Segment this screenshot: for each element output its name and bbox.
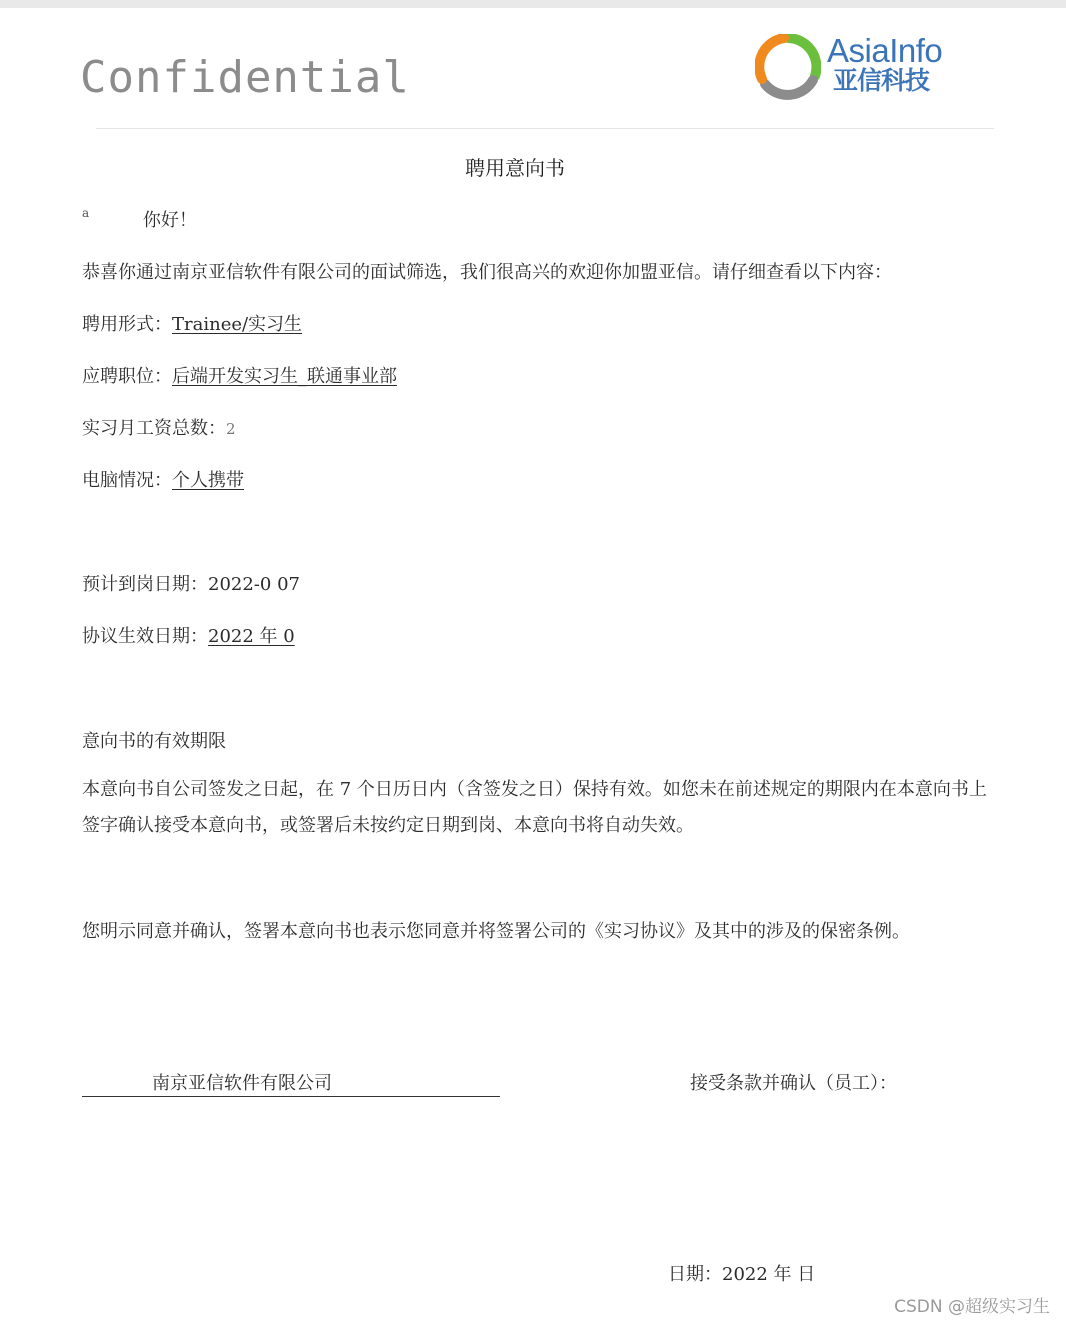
header-divider <box>96 128 994 129</box>
intro-text: 恭喜你通过南京亚信软件有限公司的面试筛选，我们很高兴的欢迎你加盟亚信。请仔细查看以下内容： <box>82 262 892 283</box>
logo-text-en: AsiaInfo <box>827 32 943 69</box>
greeting-line <box>82 206 197 232</box>
employee-signature-label: 接受条款并确认（员工）： <box>690 1073 897 1094</box>
employment-type-value: Trainee/实习生 <box>172 314 303 335</box>
validity-heading: 意向书的有效期限 <box>82 731 226 752</box>
company-name: 南京亚信软件有限公司 <box>152 1073 332 1094</box>
arrival-date-row <box>82 570 300 596</box>
effective-date-value: 2022 年 0 <box>208 626 295 647</box>
greeting-text: 你好！ <box>142 210 197 231</box>
effective-date-row <box>82 622 295 648</box>
asiainfo-ring-icon <box>755 34 821 100</box>
employment-type-label: 聘用形式： <box>82 314 172 335</box>
salary-label: 实习月工资总数： <box>82 418 226 439</box>
greeting-name-fragment: a <box>82 206 90 220</box>
validity-body: 本意向书自公司签发之日起，在 7 个日历日内（含签发之日）保持有效。如您未在前述规定的期限内在本意向书上签字确认接受本意向书，或签署后未按约定日期到岗、本意向书将自动失效。 <box>82 779 987 836</box>
computer-value: 个人携带 <box>172 470 244 491</box>
watermark: CSDN @超级实习生 <box>894 1297 1050 1317</box>
salary-value: 2 <box>226 420 236 438</box>
asiainfo-logo <box>755 34 955 104</box>
effective-date-label: 协议生效日期： <box>82 626 208 647</box>
position-value: 后端开发实习生_联通事业部 <box>172 366 397 387</box>
arrival-date-label: 预计到岗日期： <box>82 574 208 595</box>
consent-text: 您明示同意并确认，签署本意向书也表示您同意并将签署公司的《实习协议》及其中的涉及的保密条例。 <box>82 921 910 942</box>
computer-row <box>82 466 244 492</box>
logo-text-zh: 亚信科技 <box>833 66 930 95</box>
company-signature-line <box>82 1072 500 1097</box>
arrival-date-value: 2022-0 07 <box>208 574 300 595</box>
salary-row <box>82 414 236 440</box>
employment-type-row <box>82 310 302 336</box>
signature-date: 日期：2022 年 日 <box>668 1264 816 1285</box>
confidential-mark: Confidential <box>80 52 410 103</box>
document-title: 聘用意向书 <box>465 156 565 180</box>
top-strip <box>0 0 1066 8</box>
position-row <box>82 362 397 388</box>
position-label: 应聘职位： <box>82 366 172 387</box>
computer-label: 电脑情况： <box>82 470 172 491</box>
